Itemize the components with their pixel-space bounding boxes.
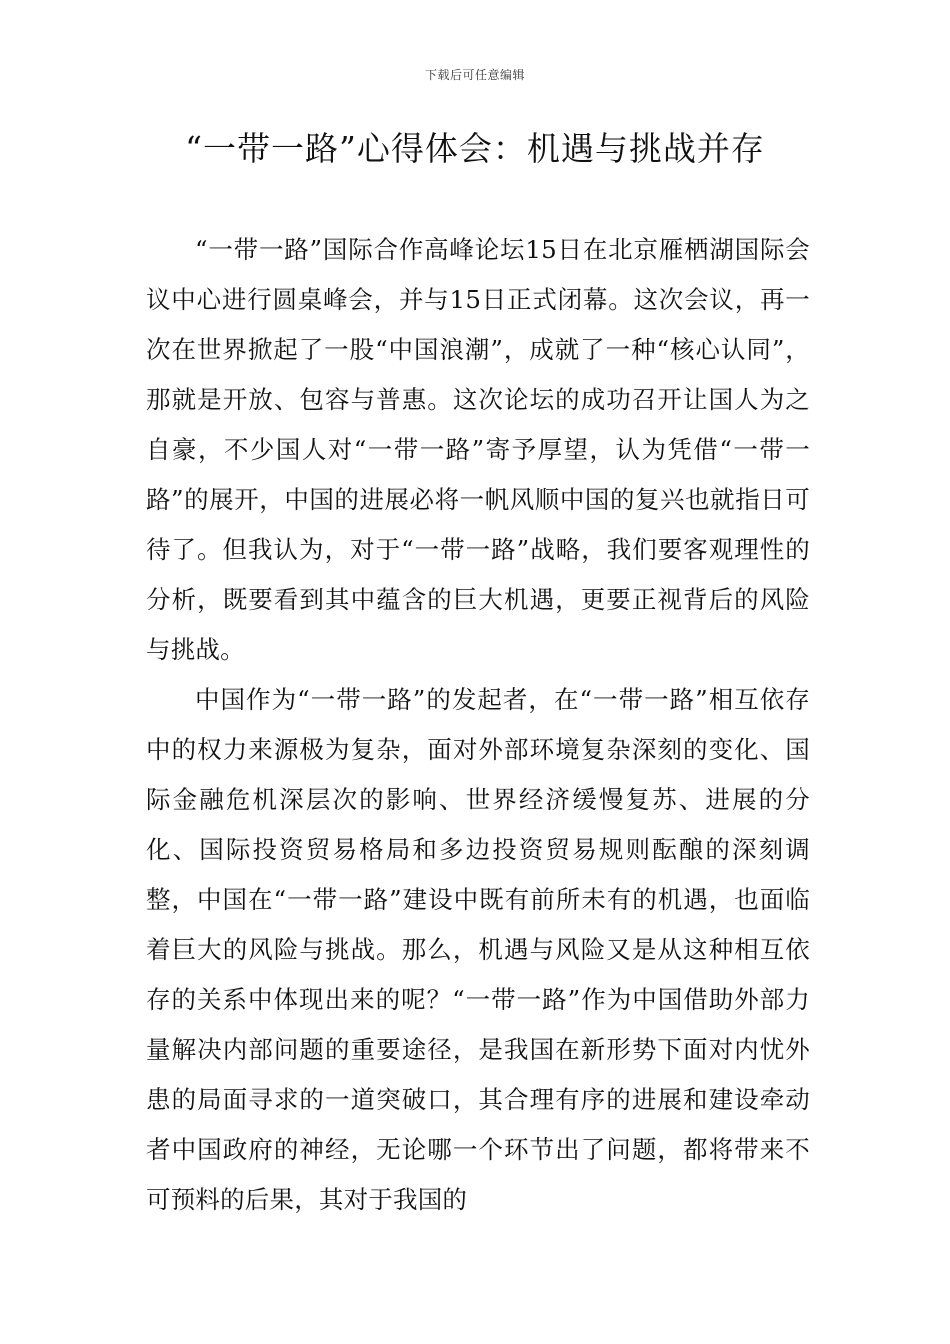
document-title: “一带一路”心得体会：机遇与挑战并存 (185, 129, 765, 168)
document-body (146, 225, 810, 1225)
paragraph-1: “一带一路”国际合作高峰论坛15日在北京雁栖湖国际会议中心进行圆桌峰会，并与15日正式闭幕。这次会议，再一次在世界掀起了一股“中国浪潮”，成就了一种“核心认同”，那就是开放、包容与普惠。这次论坛的成功召开让国人为之自豪，不少国人对“一带一路”寄予厚望，认为凭借“一带一路”的展开，中国的进展必将一帆风顺中国的复兴也就指日可待了。但我认为，对于“一带一路”战略，我们要客观理性的分析，既要看到其中蕴含的巨大机遇，更要正视背后的风险与挑战。 (146, 235, 810, 664)
paragraph-2: 中国作为“一带一路”的发起者，在“一带一路”相互依存中的权力来源极为复杂，面对外部环境复杂深刻的变化、国际金融危机深层次的影响、世界经济缓慢复苏、进展的分化、国际投资贸易格局和多边投资贸易规则酝酿的深刻调整，中国在“一带一路”建设中既有前所未有的机遇，也面临着巨大的风险与挑战。那么，机遇与风险又是从这种相互依存的关系中体现出来的呢？“一带一路”作为中国借助外部力量解决内部问题的重要途径，是我国在新形势下面对内忧外患的局面寻求的一道突破口，其合理有序的进展和建设牵动者中国政府的神经，无论哪一个环节出了问题，都将带来不可预料的后果，其对于我国的 (146, 685, 810, 1214)
header-note: 下载后可任意编辑 (424, 68, 525, 82)
